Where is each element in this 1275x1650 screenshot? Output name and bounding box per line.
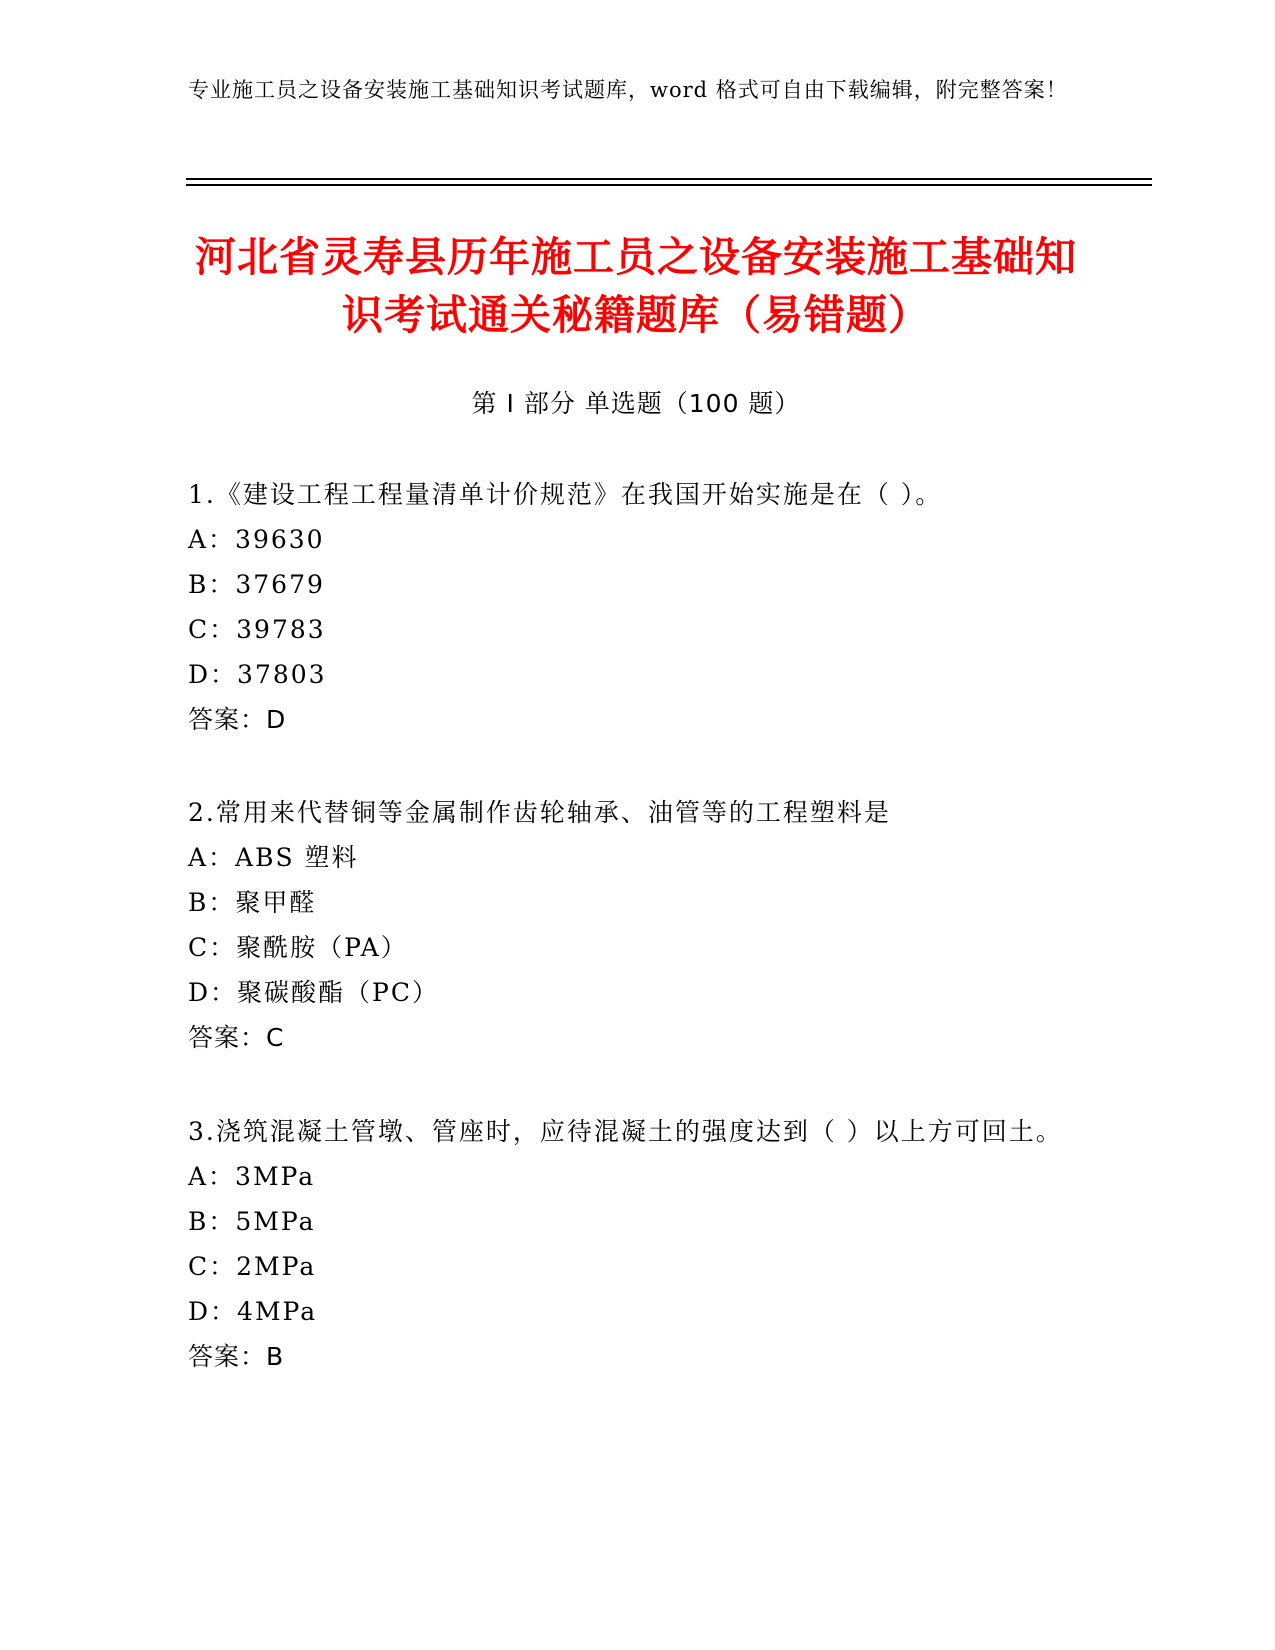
section-heading: 第 I 部分 单选题（100 题）	[471, 389, 801, 418]
question-stem: 2.常用来代替铜等金属制作齿轮轴承、油管等的工程塑料是	[188, 798, 891, 827]
option-a: A：ABS 塑料	[188, 843, 359, 872]
option-b: B：37679	[188, 570, 325, 599]
answer: 答案：D	[188, 705, 287, 734]
question-2	[188, 790, 1068, 1060]
answer: 答案：C	[188, 1023, 285, 1052]
option-a: A：39630	[188, 525, 325, 554]
question-stem: 3.浇筑混凝土管墩、管座时，应待混凝土的强度达到（ ）以上方可回土。	[188, 1117, 1063, 1146]
header-note: 专业施工员之设备安装施工基础知识考试题库，word 格式可自由下载编辑，附完整答案！	[188, 78, 1068, 102]
answer: 答案：B	[188, 1342, 285, 1371]
header-divider-bottom	[186, 184, 1152, 186]
document-title: 河北省灵寿县历年施工员之设备安装施工基础知识考试通关秘籍题库（易错题）	[195, 233, 1077, 339]
option-d: D：37803	[188, 660, 327, 689]
question-1	[188, 472, 1068, 742]
option-d: D：4MPa	[188, 1297, 318, 1326]
option-b: B：5MPa	[188, 1207, 316, 1236]
question-3	[188, 1109, 1068, 1379]
option-c: C：聚酰胺（PA）	[188, 933, 408, 962]
option-b: B：聚甲醛	[188, 888, 317, 917]
question-stem: 1.《建设工程工程量清单计价规范》在我国开始实施是在（ ）。	[188, 480, 943, 509]
option-c: C：2MPa	[188, 1252, 317, 1281]
option-a: A：3MPa	[188, 1162, 316, 1191]
header-divider-top	[186, 178, 1152, 180]
option-d: D：聚碳酸酯（PC）	[188, 978, 439, 1007]
option-c: C：39783	[188, 615, 326, 644]
